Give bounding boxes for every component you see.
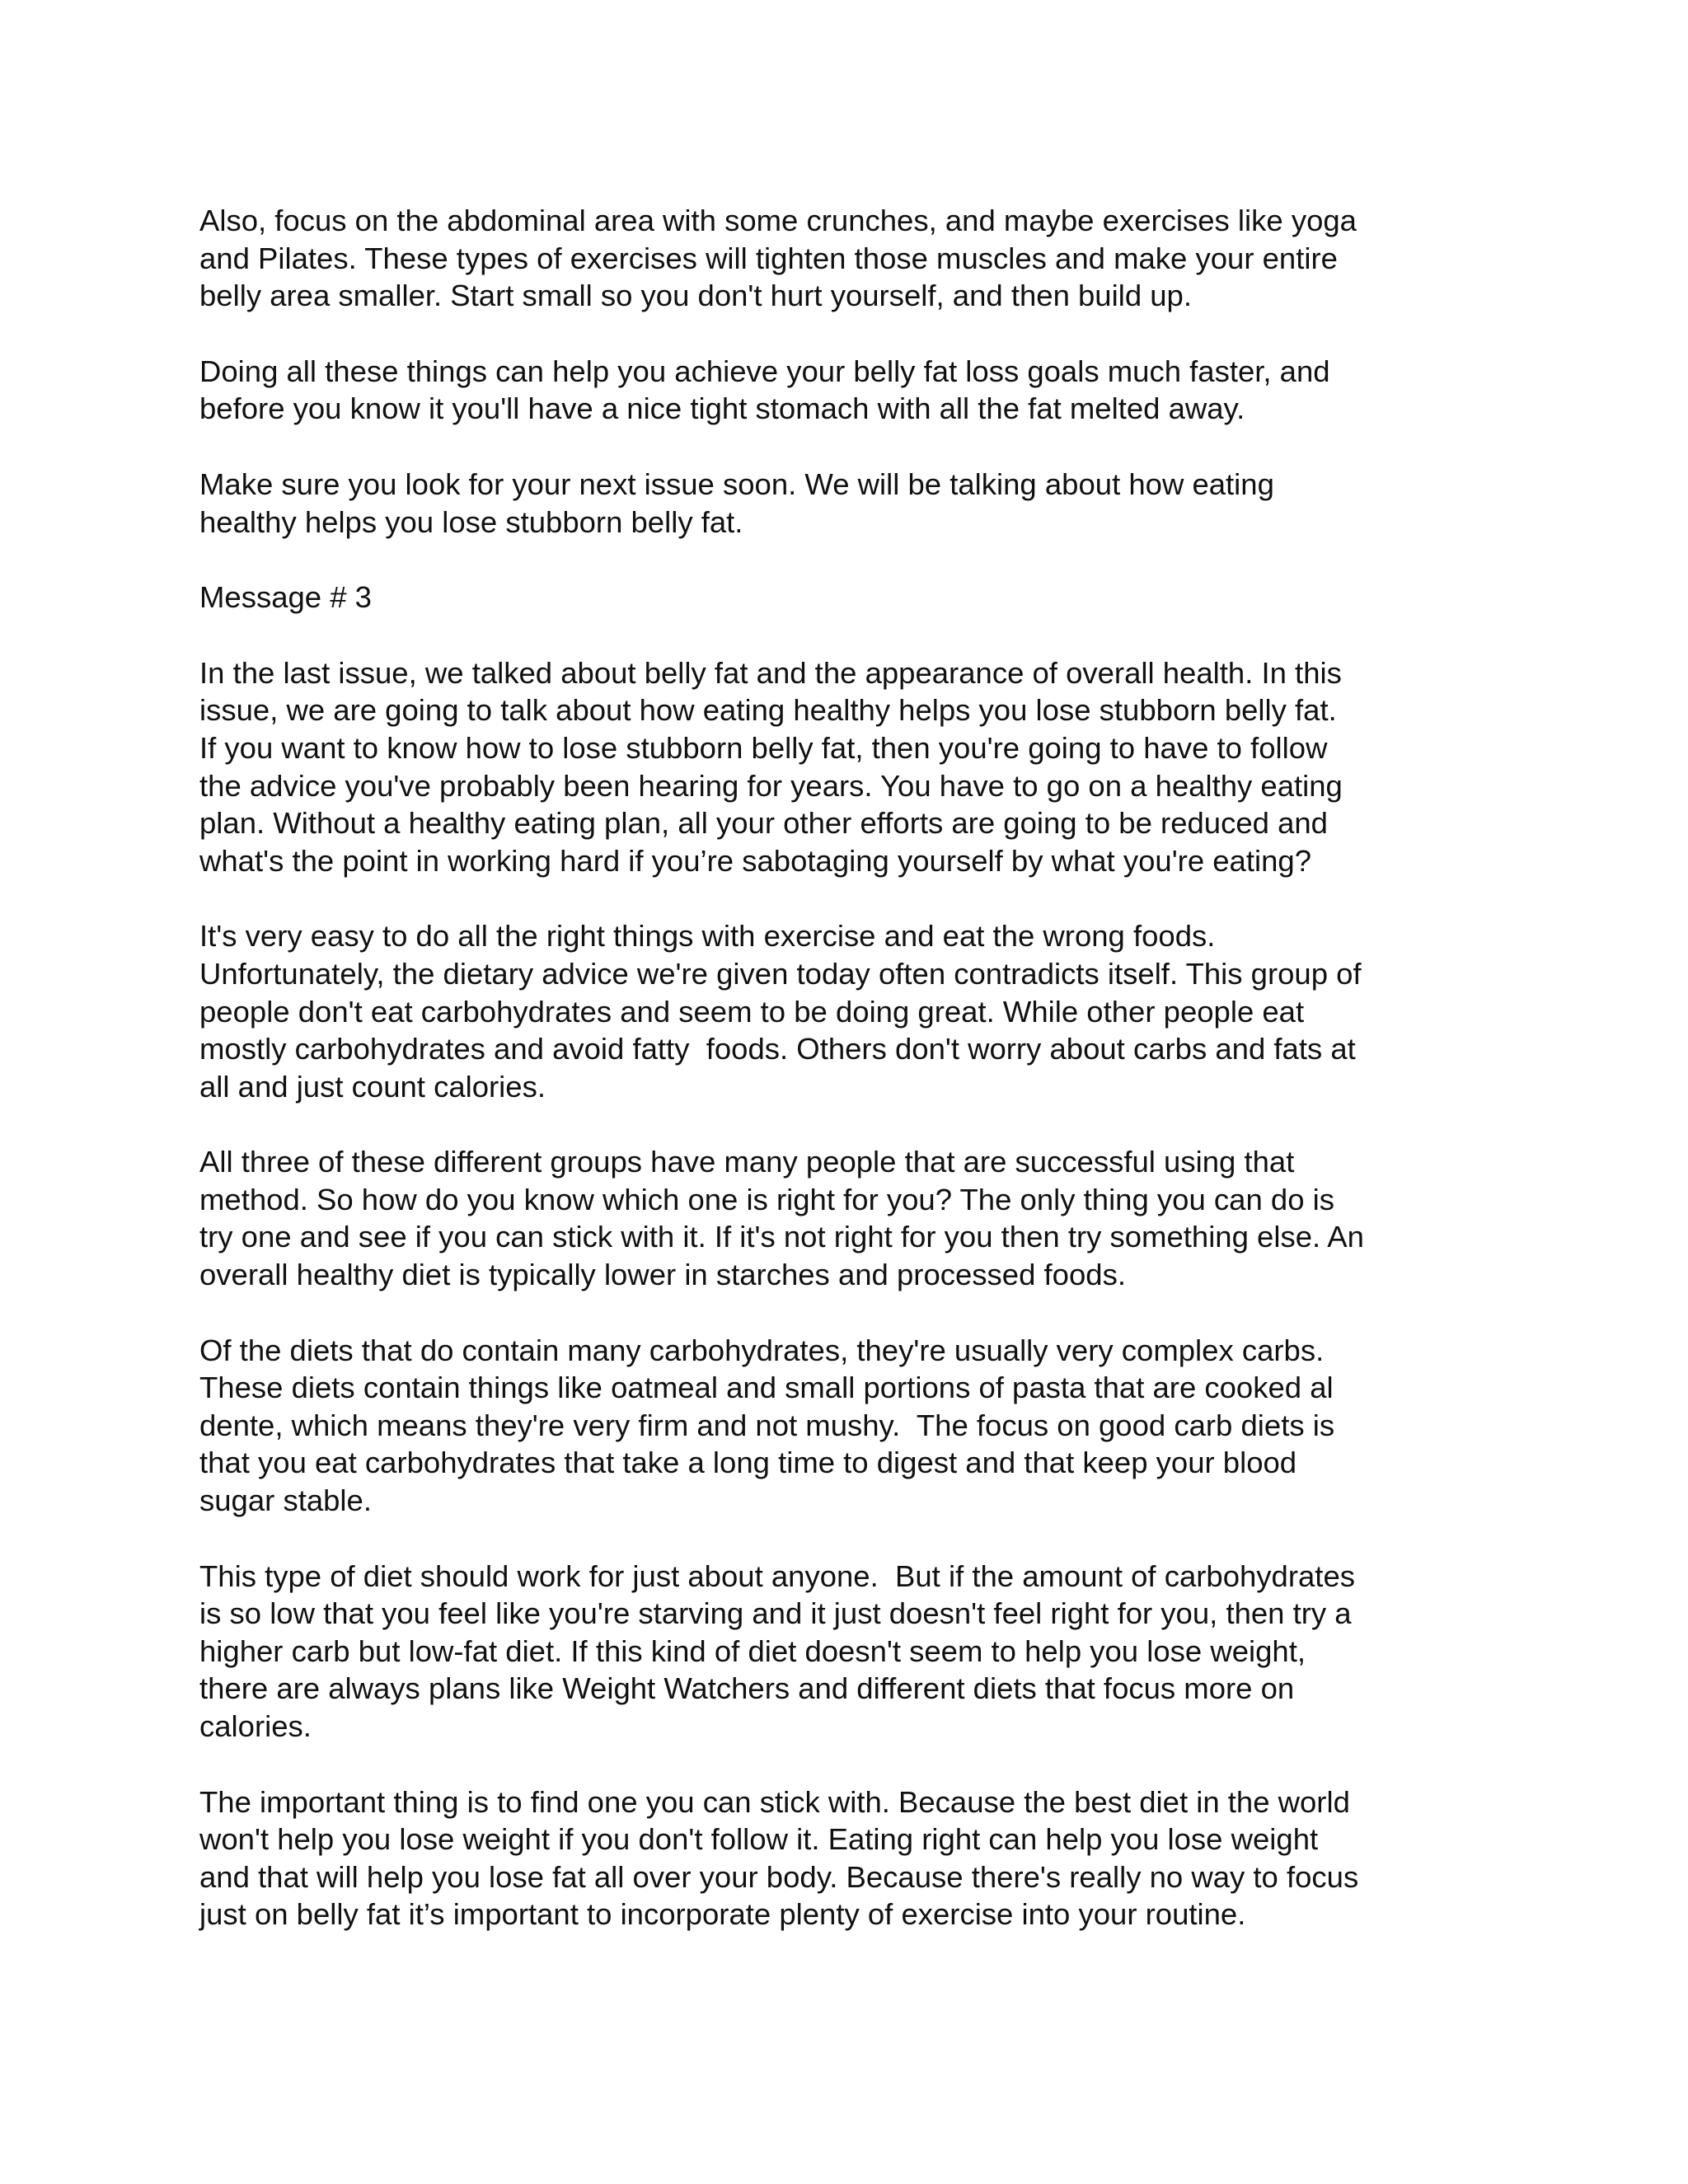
paragraph-complex-carbs <box>199 1332 1502 1520</box>
paragraph-stick-with-it <box>199 1783 1502 1933</box>
text-line: method. So how do you know which one is right for you? The only thing you can do is <box>199 1182 1335 1216</box>
text-line: won't help you lose weight if you don't follow it. Eating right can help you lose weight <box>199 1822 1319 1857</box>
text-line: Doing all these things can help you achieve your belly fat loss goals much faster, and <box>199 354 1330 388</box>
text-line: is so low that you feel like you're starving and it just doesn't feel right for you, then try a <box>199 1596 1352 1631</box>
text-line: mostly carbohydrates and avoid fatty foods. Others don't worry about carbs and fats at <box>199 1032 1356 1066</box>
text-line: It's very easy to do all the right things with exercise and eat the wrong foods. <box>199 919 1216 954</box>
text-line: all and just count calories. <box>199 1069 546 1104</box>
text-line: and that will help you lose fat all over your body. Because there's really no way to focus <box>199 1859 1359 1894</box>
text-line: higher carb but low-fat diet. If this kind of diet doesn't seem to help you lose weight, <box>199 1633 1306 1668</box>
text-line: If you want to know how to lose stubborn belly fat, then you're going to have to follow <box>199 730 1328 765</box>
message-heading <box>199 579 1502 616</box>
text-line: and Pilates. These types of exercises will tighten those muscles and make your entire <box>199 241 1338 275</box>
text-line: issue, we are going to talk about how eating healthy helps you lose stubborn belly fat. <box>199 693 1337 728</box>
text-line: Message # 3 <box>199 580 372 615</box>
paragraph-belly-fat-goals <box>199 353 1502 428</box>
text-line: Of the diets that do contain many carbohydrates, they're usually very complex carbs. <box>199 1333 1325 1367</box>
text-line: before you know it you'll have a nice tight stomach with all the fat melted away. <box>199 391 1245 426</box>
paragraph-three-groups <box>199 1143 1502 1293</box>
text-line: Make sure you look for your next issue soon. We will be talking about how eating <box>199 466 1274 501</box>
text-line: The important thing is to find one you can stick with. Because the best diet in the world <box>199 1784 1350 1819</box>
text-line: plan. Without a healthy eating plan, all your other efforts are going to be reduced and <box>199 806 1328 841</box>
text-line: just on belly fat it’s important to incorporate plenty of exercise into your routine. <box>199 1897 1246 1932</box>
text-line: In the last issue, we talked about belly fat and the appearance of overall health. In this <box>199 655 1342 690</box>
text-line: These diets contain things like oatmeal and small portions of pasta that are cooked al <box>199 1371 1334 1405</box>
paragraph-next-issue <box>199 466 1502 541</box>
text-line: overall healthy diet is typically lower in starches and processed foods. <box>199 1258 1126 1292</box>
text-line: belly area smaller. Start small so you don't hurt yourself, and then build up. <box>199 279 1193 313</box>
text-line: people don't eat carbohydrates and seem to be doing great. While other people eat <box>199 994 1305 1029</box>
text-line: All three of these different groups have many people that are successful using that <box>199 1145 1295 1179</box>
text-line: sugar stable. <box>199 1483 372 1518</box>
paragraph-abdominal-exercises <box>199 202 1502 315</box>
document-body <box>199 202 1502 1971</box>
text-line: that you eat carbohydrates that take a long time to digest and that keep your blood <box>199 1446 1297 1480</box>
text-line: Also, focus on the abdominal area with some crunches, and maybe exercises like yoga <box>199 204 1357 237</box>
paragraph-dietary-advice <box>199 917 1502 1105</box>
text-line: what's the point in working hard if you’re sabotaging yourself by what you're eating? <box>199 843 1312 878</box>
paragraph-diet-types <box>199 1558 1502 1746</box>
text-line: there are always plans like Weight Watchers and different diets that focus more on <box>199 1671 1295 1706</box>
text-line: the advice you've probably been hearing for years. You have to go on a healthy eating <box>199 768 1343 803</box>
paragraph-last-issue <box>199 654 1502 880</box>
text-line: calories. <box>199 1709 312 1743</box>
text-line: Unfortunately, the dietary advice we're given today often contradicts itself. This group of <box>199 956 1362 991</box>
text-line: This type of diet should work for just about anyone. But if the amount of carbohydrates <box>199 1558 1355 1593</box>
text-line: dente, which means they're very firm and not mushy. The focus on good carb diets is <box>199 1408 1335 1442</box>
text-line: healthy helps you lose stubborn belly fat. <box>199 504 743 539</box>
text-line: try one and see if you can stick with it. If it's not right for you then try something else. An <box>199 1220 1364 1254</box>
